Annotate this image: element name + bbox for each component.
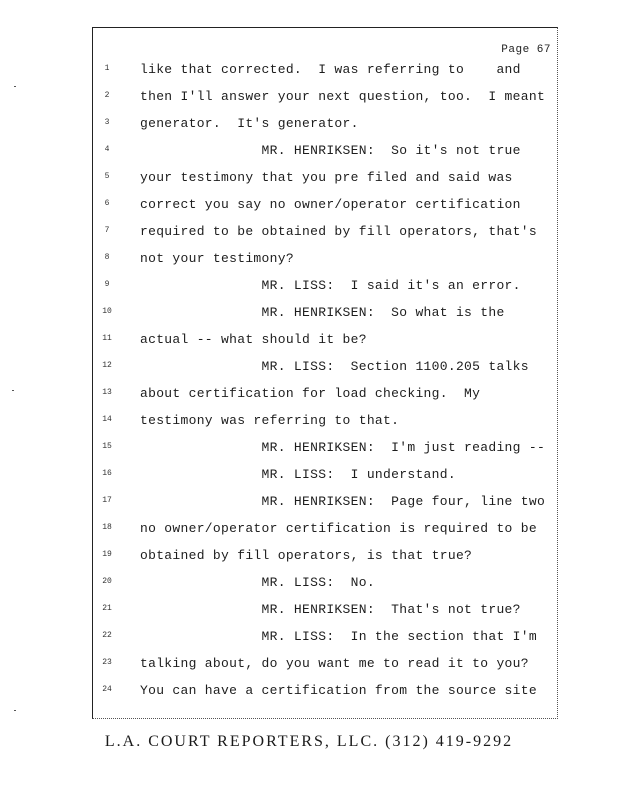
line-text: MR. HENRIKSEN: That's not true? bbox=[140, 602, 521, 617]
transcript-line bbox=[0, 62, 618, 89]
line-text: like that corrected. I was referring to and bbox=[140, 62, 521, 77]
transcript-line bbox=[0, 305, 618, 332]
transcript-line bbox=[0, 116, 618, 143]
line-text: then I'll answer your next question, too. I meant bbox=[140, 89, 546, 104]
line-text: obtained by fill operators, is that true? bbox=[140, 548, 473, 563]
scan-speck bbox=[14, 86, 16, 87]
transcript-line bbox=[0, 170, 618, 197]
line-number: 23 bbox=[102, 658, 112, 667]
line-number: 17 bbox=[102, 496, 112, 505]
transcript-line bbox=[0, 332, 618, 359]
transcript-line bbox=[0, 197, 618, 224]
line-text: talking about, do you want me to read it to you? bbox=[140, 656, 529, 671]
line-text: no owner/operator certification is required to be bbox=[140, 521, 537, 536]
line-number: 2 bbox=[104, 91, 110, 100]
transcript-line bbox=[0, 143, 618, 170]
line-number: 14 bbox=[102, 415, 112, 424]
line-text: generator. It's generator. bbox=[140, 116, 359, 131]
scan-speck bbox=[12, 390, 14, 391]
transcript-line bbox=[0, 602, 618, 629]
line-number: 24 bbox=[102, 685, 112, 694]
line-number: 15 bbox=[102, 442, 112, 451]
line-text: MR. HENRIKSEN: So it's not true bbox=[140, 143, 521, 158]
court-reporter-footer: L.A. COURT REPORTERS, LLC. (312) 419-9292 bbox=[104, 733, 514, 750]
line-text: You can have a certification from the source site bbox=[140, 683, 537, 698]
line-text: MR. LISS: In the section that I'm bbox=[140, 629, 537, 644]
line-number: 19 bbox=[102, 550, 112, 559]
line-number: 18 bbox=[102, 523, 112, 532]
line-number: 8 bbox=[104, 253, 110, 262]
scan-speck bbox=[14, 710, 16, 711]
transcript-line bbox=[0, 359, 618, 386]
transcript-line bbox=[0, 656, 618, 683]
transcript-line bbox=[0, 89, 618, 116]
line-text: correct you say no owner/operator certification bbox=[140, 197, 521, 212]
line-number: 4 bbox=[104, 145, 110, 154]
line-text: MR. LISS: I understand. bbox=[140, 467, 456, 482]
transcript-line bbox=[0, 575, 618, 602]
line-text: MR. HENRIKSEN: So what is the bbox=[140, 305, 505, 320]
line-number: 6 bbox=[104, 199, 110, 208]
line-text: about certification for load checking. My bbox=[140, 386, 481, 401]
line-number: 13 bbox=[102, 388, 112, 397]
transcript-line bbox=[0, 629, 618, 656]
transcript-line bbox=[0, 224, 618, 251]
line-number: 9 bbox=[104, 280, 110, 289]
line-number: 20 bbox=[102, 577, 112, 586]
transcript-line bbox=[0, 548, 618, 575]
line-text: testimony was referring to that. bbox=[140, 413, 400, 428]
line-number: 10 bbox=[102, 307, 112, 316]
line-text: actual -- what should it be? bbox=[140, 332, 367, 347]
transcript-line bbox=[0, 494, 618, 521]
line-text: MR. LISS: No. bbox=[140, 575, 375, 590]
line-number: 3 bbox=[104, 118, 110, 127]
line-number: 1 bbox=[104, 64, 110, 73]
transcript-line bbox=[0, 251, 618, 278]
line-number: 11 bbox=[102, 334, 112, 343]
page-number: Page 67 bbox=[501, 44, 551, 56]
line-text: MR. LISS: Section 1100.205 talks bbox=[140, 359, 529, 374]
transcript-line bbox=[0, 278, 618, 305]
line-number: 16 bbox=[102, 469, 112, 478]
line-number: 12 bbox=[102, 361, 112, 370]
line-text: your testimony that you pre filed and said was bbox=[140, 170, 513, 185]
transcript-line bbox=[0, 440, 618, 467]
transcript-line bbox=[0, 683, 618, 710]
line-number: 22 bbox=[102, 631, 112, 640]
line-text: MR. HENRIKSEN: Page four, line two bbox=[140, 494, 546, 509]
transcript-line bbox=[0, 386, 618, 413]
line-number: 7 bbox=[104, 226, 110, 235]
line-text: MR. HENRIKSEN: I'm just reading -- bbox=[140, 440, 546, 455]
transcript-line bbox=[0, 413, 618, 440]
transcript-line bbox=[0, 467, 618, 494]
line-number: 5 bbox=[104, 172, 110, 181]
line-number: 21 bbox=[102, 604, 112, 613]
transcript-line bbox=[0, 521, 618, 548]
line-text: not your testimony? bbox=[140, 251, 294, 266]
line-text: MR. LISS: I said it's an error. bbox=[140, 278, 521, 293]
line-text: required to be obtained by fill operators, that's bbox=[140, 224, 537, 239]
